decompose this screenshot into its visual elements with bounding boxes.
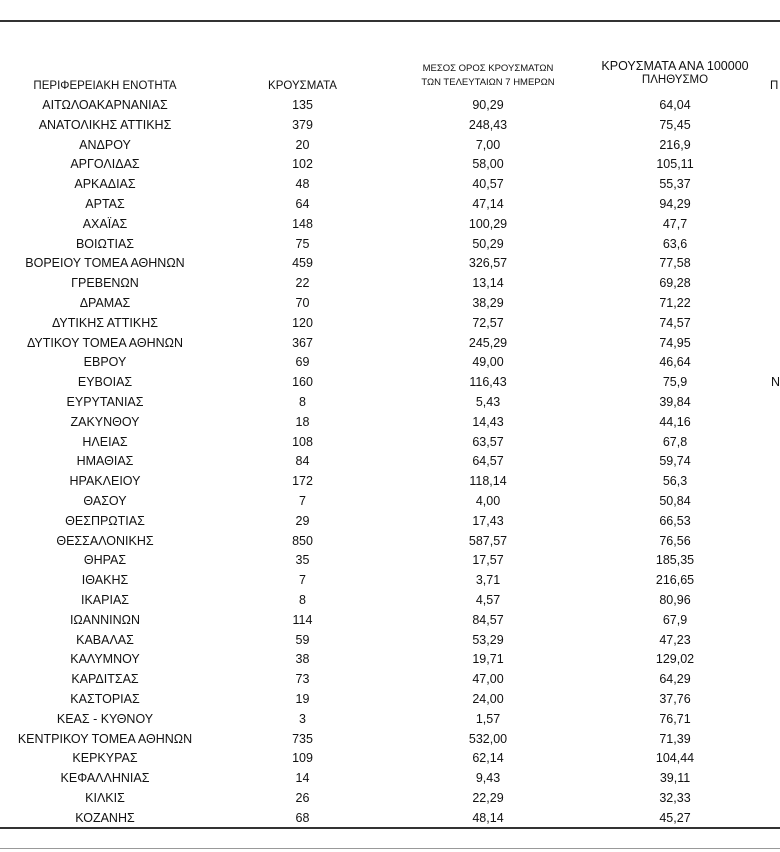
cases-cell: 8 xyxy=(299,394,306,409)
per100k-cell: 66,53 xyxy=(659,513,691,528)
per100k-cell: 77,58 xyxy=(659,256,691,271)
per100k-cell: 39,84 xyxy=(659,394,691,409)
per100k-cell: 63,6 xyxy=(662,236,688,251)
per100k-cell: 76,56 xyxy=(659,533,691,548)
per100k-cell: 75,45 xyxy=(659,117,691,132)
cases-cell: 70 xyxy=(295,295,310,310)
region-cell: ΘΕΣΠΡΩΤΙΑΣ xyxy=(65,513,145,528)
avg7-cell: 587,57 xyxy=(468,533,508,548)
per100k-cell: 39,11 xyxy=(659,771,691,786)
per100k-cell: 94,29 xyxy=(659,196,691,211)
table-row xyxy=(0,393,780,413)
table-row xyxy=(0,591,780,611)
avg7-cell: 14,43 xyxy=(472,414,504,429)
header-avg7-line1: ΜΕΣΟΣ ΟΡΟΣ ΚΡΟΥΣΜΑΤΩΝ xyxy=(422,63,554,74)
table-row xyxy=(0,175,780,195)
region-cell: ΑΝΑΤΟΛΙΚΗΣ ΑΤΤΙΚΗΣ xyxy=(38,117,172,132)
per100k-cell: 55,37 xyxy=(659,177,691,192)
avg7-cell: 532,00 xyxy=(468,731,508,746)
cases-cell: 22 xyxy=(295,276,310,291)
footer-border xyxy=(0,848,780,849)
cases-cell: 459 xyxy=(292,256,313,271)
header-cases: ΚΡΟΥΣΜΑΤΑ xyxy=(268,80,337,92)
avg7-cell: 4,57 xyxy=(475,592,501,607)
region-cell: ΓΡΕΒΕΝΩΝ xyxy=(71,276,139,291)
avg7-cell: 17,57 xyxy=(472,553,504,568)
table-row xyxy=(0,472,780,492)
avg7-cell: 326,57 xyxy=(468,256,508,271)
avg7-cell: 58,00 xyxy=(472,157,504,172)
header-region: ΠΕΡΙΦΕΡΕΙΑΚΗ ΕΝΟΤΗΤΑ xyxy=(33,80,177,92)
per100k-cell: 76,71 xyxy=(659,711,691,726)
cases-cell: 14 xyxy=(295,771,310,786)
per100k-cell: 47,23 xyxy=(659,632,691,647)
per100k-cell: 104,44 xyxy=(655,751,695,766)
table-row xyxy=(0,551,780,571)
cases-cell: 114 xyxy=(292,612,313,627)
table-row xyxy=(0,294,780,314)
table-row xyxy=(0,96,780,116)
region-cell: ΑΡΤΑΣ xyxy=(85,196,125,211)
avg7-cell: 38,29 xyxy=(472,295,504,310)
avg7-cell: 17,43 xyxy=(472,513,504,528)
region-cell: ΔΥΤΙΚΟΥ ΤΟΜΕΑ ΑΘΗΝΩΝ xyxy=(26,335,184,350)
cases-cell: 108 xyxy=(292,434,313,449)
per100k-cell: 59,74 xyxy=(659,454,691,469)
avg7-cell: 72,57 xyxy=(472,315,504,330)
per100k-cell: 50,84 xyxy=(659,493,691,508)
region-cell: ΘΕΣΣΑΛΟΝΙΚΗΣ xyxy=(56,533,154,548)
cases-cell: 735 xyxy=(292,731,313,746)
region-cell: ΚΑΣΤΟΡΙΑΣ xyxy=(70,691,140,706)
region-cell: ΚΙΛΚΙΣ xyxy=(85,790,125,805)
avg7-cell: 3,71 xyxy=(475,573,501,588)
region-cell: ΔΥΤΙΚΗΣ ΑΤΤΙΚΗΣ xyxy=(52,315,158,330)
per100k-cell: 74,95 xyxy=(659,335,691,350)
avg7-cell: 53,29 xyxy=(472,632,504,647)
cases-cell: 73 xyxy=(295,672,310,687)
header-per100k-line2: ΠΛΗΘΥΣΜΟ xyxy=(641,74,709,86)
avg7-cell: 50,29 xyxy=(472,236,504,251)
cases-cell: 850 xyxy=(292,533,313,548)
avg7-cell: 22,29 xyxy=(472,790,504,805)
avg7-cell: 48,14 xyxy=(472,810,504,825)
header-avg7 xyxy=(396,62,580,90)
avg7-cell: 47,14 xyxy=(472,196,504,211)
region-cell: ΙΩΑΝΝΙΝΩΝ xyxy=(69,612,141,627)
table-row xyxy=(0,274,780,294)
table-row xyxy=(0,433,780,453)
table-row xyxy=(0,136,780,156)
avg7-cell: 40,57 xyxy=(472,177,504,192)
avg7-cell: 4,00 xyxy=(475,493,501,508)
region-cell: ΖΑΚΥΝΘΟΥ xyxy=(70,414,140,429)
per100k-cell: 67,9 xyxy=(662,612,688,627)
per100k-cell: 67,8 xyxy=(662,434,688,449)
avg7-cell: 47,00 xyxy=(472,672,504,687)
table-row xyxy=(0,690,780,710)
table-row xyxy=(0,452,780,472)
cases-cell: 35 xyxy=(295,553,310,568)
cases-cell: 64 xyxy=(295,196,310,211)
avg7-cell: 24,00 xyxy=(472,691,504,706)
region-cell: ΑΧΑΪΑΣ xyxy=(82,216,128,231)
table-row xyxy=(0,769,780,789)
table-row xyxy=(0,670,780,690)
table-row xyxy=(0,373,780,393)
region-cell: ΕΥΒΟΙΑΣ xyxy=(77,375,133,390)
avg7-cell: 62,14 xyxy=(472,751,504,766)
avg7-cell: 248,43 xyxy=(468,117,508,132)
avg7-cell: 84,57 xyxy=(472,612,504,627)
cases-cell: 135 xyxy=(292,98,313,112)
avg7-cell: 49,00 xyxy=(472,355,504,370)
region-cell: ΑΝΔΡΟΥ xyxy=(79,137,131,152)
region-cell: ΚΕΝΤΡΙΚΟΥ ΤΟΜΕΑ ΑΘΗΝΩΝ xyxy=(17,731,193,746)
region-cell: ΚΟΖΑΝΗΣ xyxy=(75,810,135,825)
avg7-cell: 64,57 xyxy=(472,454,504,469)
region-cell: ΚΕΑΣ - ΚΥΘΝΟΥ xyxy=(56,711,154,726)
table-row xyxy=(0,631,780,651)
header-extra-partial: Π xyxy=(770,80,779,92)
region-cell: ΑΙΤΩΛΟΑΚΑΡΝΑΝΙΑΣ xyxy=(42,98,168,112)
per100k-cell: 32,33 xyxy=(659,790,691,805)
table-row xyxy=(0,512,780,532)
region-cell: ΗΜΑΘΙΑΣ xyxy=(76,454,134,469)
bottom-border xyxy=(0,827,780,829)
avg7-cell: 13,14 xyxy=(472,276,504,291)
per100k-cell: 44,16 xyxy=(659,414,691,429)
table-row xyxy=(0,353,780,373)
cases-cell: 20 xyxy=(295,137,310,152)
per100k-cell: 80,96 xyxy=(659,592,691,607)
cases-cell: 29 xyxy=(295,513,310,528)
extra-cell: Ν xyxy=(771,375,780,390)
region-cell: ΒΟΙΩΤΙΑΣ xyxy=(75,236,135,251)
table-row xyxy=(0,532,780,552)
per100k-cell: 185,35 xyxy=(655,553,695,568)
cases-cell: 75 xyxy=(295,236,310,251)
region-cell: ΚΕΡΚΥΡΑΣ xyxy=(72,751,138,766)
table-row xyxy=(0,254,780,274)
table-row xyxy=(0,116,780,136)
table-row xyxy=(0,492,780,512)
per100k-cell: 216,9 xyxy=(659,137,691,152)
cases-cell: 18 xyxy=(295,414,310,429)
header-per100k xyxy=(583,59,767,87)
region-cell: ΚΑΒΑΛΑΣ xyxy=(76,632,134,647)
per100k-cell: 105,11 xyxy=(656,157,694,172)
region-cell: ΑΡΓΟΛΙΔΑΣ xyxy=(70,157,140,172)
region-cell: ΗΡΑΚΛΕΙΟΥ xyxy=(69,474,141,489)
per100k-cell: 216,65 xyxy=(655,573,695,588)
cases-cell: 148 xyxy=(292,216,313,231)
table-row xyxy=(0,235,780,255)
per100k-cell: 37,76 xyxy=(659,691,691,706)
region-cell: ΚΑΡΔΙΤΣΑΣ xyxy=(71,672,139,687)
cases-cell: 120 xyxy=(292,315,313,330)
cases-cell: 7 xyxy=(299,493,306,508)
table-row xyxy=(0,650,780,670)
table-row xyxy=(0,334,780,354)
per100k-cell: 46,64 xyxy=(659,355,691,370)
table-row xyxy=(0,809,780,829)
avg7-cell: 7,00 xyxy=(475,137,501,152)
table-row xyxy=(0,314,780,334)
table-row xyxy=(0,155,780,175)
region-cell: ΑΡΚΑΔΙΑΣ xyxy=(74,177,136,192)
per100k-cell: 71,39 xyxy=(659,731,691,746)
avg7-cell: 5,43 xyxy=(475,394,501,409)
cases-cell: 26 xyxy=(295,790,310,805)
cases-cell: 172 xyxy=(292,474,313,489)
avg7-cell: 19,71 xyxy=(472,652,504,667)
cases-cell: 48 xyxy=(295,177,310,192)
region-cell: ΕΥΡΥΤΑΝΙΑΣ xyxy=(66,394,144,409)
region-cell: ΒΟΡΕΙΟΥ ΤΟΜΕΑ ΑΘΗΝΩΝ xyxy=(25,256,185,271)
cases-cell: 38 xyxy=(295,652,310,667)
region-cell: ΕΒΡΟΥ xyxy=(83,355,127,370)
cases-cell: 102 xyxy=(292,157,313,172)
per100k-cell: 56,3 xyxy=(662,474,688,489)
per100k-cell: 47,7 xyxy=(662,216,688,231)
cases-cell: 69 xyxy=(295,355,310,370)
cases-cell: 59 xyxy=(295,632,310,647)
per100k-cell: 45,27 xyxy=(659,810,691,825)
per100k-cell: 129,02 xyxy=(655,652,695,667)
cases-cell: 109 xyxy=(292,751,313,766)
table-row xyxy=(0,730,780,750)
region-cell: ΙΚΑΡΙΑΣ xyxy=(80,592,130,607)
per100k-cell: 74,57 xyxy=(659,315,691,330)
per100k-cell: 69,28 xyxy=(659,276,691,291)
region-cell: ΔΡΑΜΑΣ xyxy=(79,295,131,310)
region-cell: ΘΑΣΟΥ xyxy=(83,493,127,508)
table-body xyxy=(0,96,780,828)
region-cell: ΚΕΦΑΛΛΗΝΙΑΣ xyxy=(60,771,150,786)
cases-cell: 379 xyxy=(292,117,313,132)
avg7-cell: 116,43 xyxy=(469,375,507,390)
table-row xyxy=(0,749,780,769)
table-row xyxy=(0,571,780,591)
per100k-cell: 64,29 xyxy=(659,672,691,687)
header-per100k-line1: ΚΡΟΥΣΜΑΤΑ ΑΝΑ 100000 xyxy=(601,59,749,73)
avg7-cell: 9,43 xyxy=(475,771,501,786)
table-header xyxy=(0,0,780,96)
region-cell: ΗΛΕΙΑΣ xyxy=(82,434,128,449)
table-row xyxy=(0,789,780,809)
table-row xyxy=(0,611,780,631)
avg7-cell: 90,29 xyxy=(472,98,504,112)
avg7-cell: 118,14 xyxy=(469,474,507,489)
avg7-cell: 63,57 xyxy=(472,434,504,449)
per100k-cell: 75,9 xyxy=(662,375,688,390)
table-row xyxy=(0,195,780,215)
per100k-cell: 71,22 xyxy=(659,295,691,310)
per100k-cell: 64,04 xyxy=(659,98,691,112)
header-avg7-line2: ΤΩΝ ΤΕΛΕΥΤΑΙΩΝ 7 ΗΜΕΡΩΝ xyxy=(421,77,555,88)
cases-cell: 7 xyxy=(299,573,306,588)
cases-cell: 3 xyxy=(299,711,306,726)
region-cell: ΚΑΛΥΜΝΟΥ xyxy=(70,652,140,667)
region-cell: ΙΘΑΚΗΣ xyxy=(81,573,129,588)
cases-cell: 160 xyxy=(292,375,313,390)
table-row xyxy=(0,215,780,235)
cases-cell: 84 xyxy=(295,454,310,469)
cases-cell: 8 xyxy=(299,592,306,607)
cases-cell: 19 xyxy=(295,691,310,706)
cases-cell: 367 xyxy=(292,335,313,350)
cases-cell: 68 xyxy=(295,810,310,825)
table-row xyxy=(0,413,780,433)
avg7-cell: 1,57 xyxy=(475,711,501,726)
avg7-cell: 245,29 xyxy=(468,335,508,350)
avg7-cell: 100,29 xyxy=(468,216,508,231)
table-row xyxy=(0,710,780,730)
region-cell: ΘΗΡΑΣ xyxy=(83,553,127,568)
